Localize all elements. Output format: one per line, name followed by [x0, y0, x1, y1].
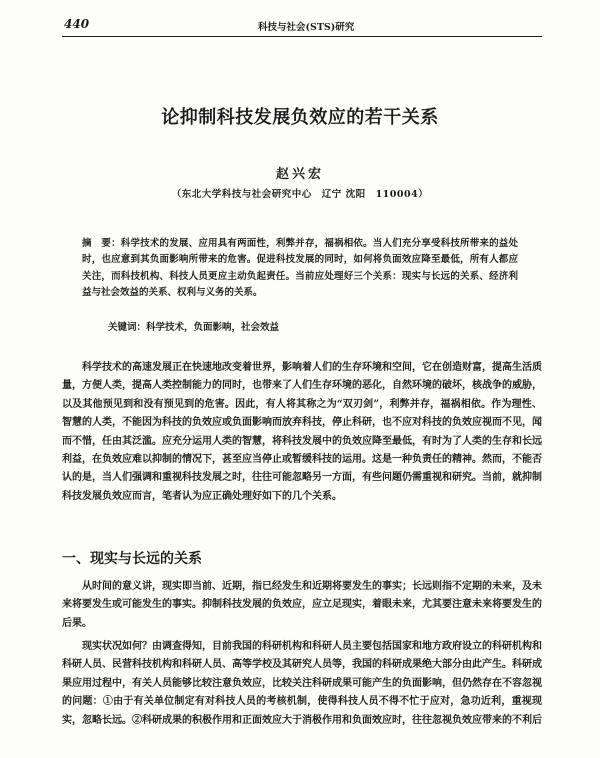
intro-paragraph: 科学技术的高速发展正在快速地改变着世界，影响着人们的生存环境和空间，它在创造财富，提高生活质量，方便人类，提高人类控制能力的同时，也带来了人们生存环境的恶化，自然环境的破坏，核战争的威胁，以及其他预见到和没有预见到的危害。因此，有人将其称之为“双刃剑”，利弊并存，福祸相依。作为理性、智慧的人类，不能因为科技的负效应或负面影响而放弃科技，停止科研，也不应对科技的负效应视而不见，闻而不惜，任由其泛滥。应充分运用人类的智慧，将科技发展中的负效应降至最低，有时为了人类的生存和长远利益，在负效应难以抑制的情况下，甚至应当停止或暂缓科技的运用。这是一种负责任的精神。然而，不能否认的是，当人们强调和重视科技发展之时，往往可能忽略另一方面，有些问题仍需重视和研究。当前，就抑制科技发展负效应而言，笔者认为应正确处理好如下的几个关系。 [62, 362, 542, 502]
abstract [82, 236, 518, 302]
keywords-label: 关键词： [108, 322, 147, 333]
journal-name: 科技与社会(STS)研究 [258, 22, 355, 33]
page-number: 440 [64, 17, 90, 31]
running-header [62, 14, 542, 37]
abstract-text: 科学技术的发展、应用具有两面性，利弊并存，福祸相依。当人们充分享受科技所带来的益处时，也应意到其负面影响所带来的危害。促进科技发展的同时，如何将负面效应降至最低，所有人都应关注，而科技机构、科技人员更应主动负起责任。当前应处理好三个关系：现实与长远的关系、经济利益与社会效益的关系、权利与义务的关系。 [82, 238, 518, 299]
section-heading: 一、现实与长远的关系 [62, 551, 202, 567]
author-name: 赵兴宏 [275, 167, 324, 182]
abstract-label: 摘 要： [82, 238, 121, 249]
section-paragraph-2: 现实状况如何？由调查得知，目前我国的科研机构和科研人员主要包括国家和地方政府设立的科研机构和科研人员、民营科技机构和科研人员、高等学校及其研究人员等，我国的科研成果绝大部分由此产生。科研成果应用过程中，有关人员能够比较注意负效应，比较关注科研成果可能产生的负面影响，但仍然存在不容忽视的问题：①由于有关单位制定有对科技人员的考核机制，使得科技人员不得不忙于应对，急功近利，重视现实，忽略长远。②科研成果的积极作用和正面效应大于消极作用和负面效应时，往往忽视负效应带来的不利后 [62, 641, 542, 726]
author-affiliation: （东北大学科技与社会研究中心 辽宁 沈阳 110004） [171, 189, 429, 200]
keywords [108, 319, 518, 333]
section-paragraph-1: 从时间的意义讲，现实即当前、近期，指已经发生和近期将要发生的事实；长远则指不定期的未来，及未来将要发生或可能发生的事实。抑制科技发展的负效应，应立足现实，着眼未来，尤其要注意未来将要发生的后果。 [62, 581, 542, 629]
keywords-text: 科学技术，负面影响，社会效益 [146, 322, 280, 333]
article-title: 论抑制科技发展负效应的若干关系 [161, 107, 439, 128]
